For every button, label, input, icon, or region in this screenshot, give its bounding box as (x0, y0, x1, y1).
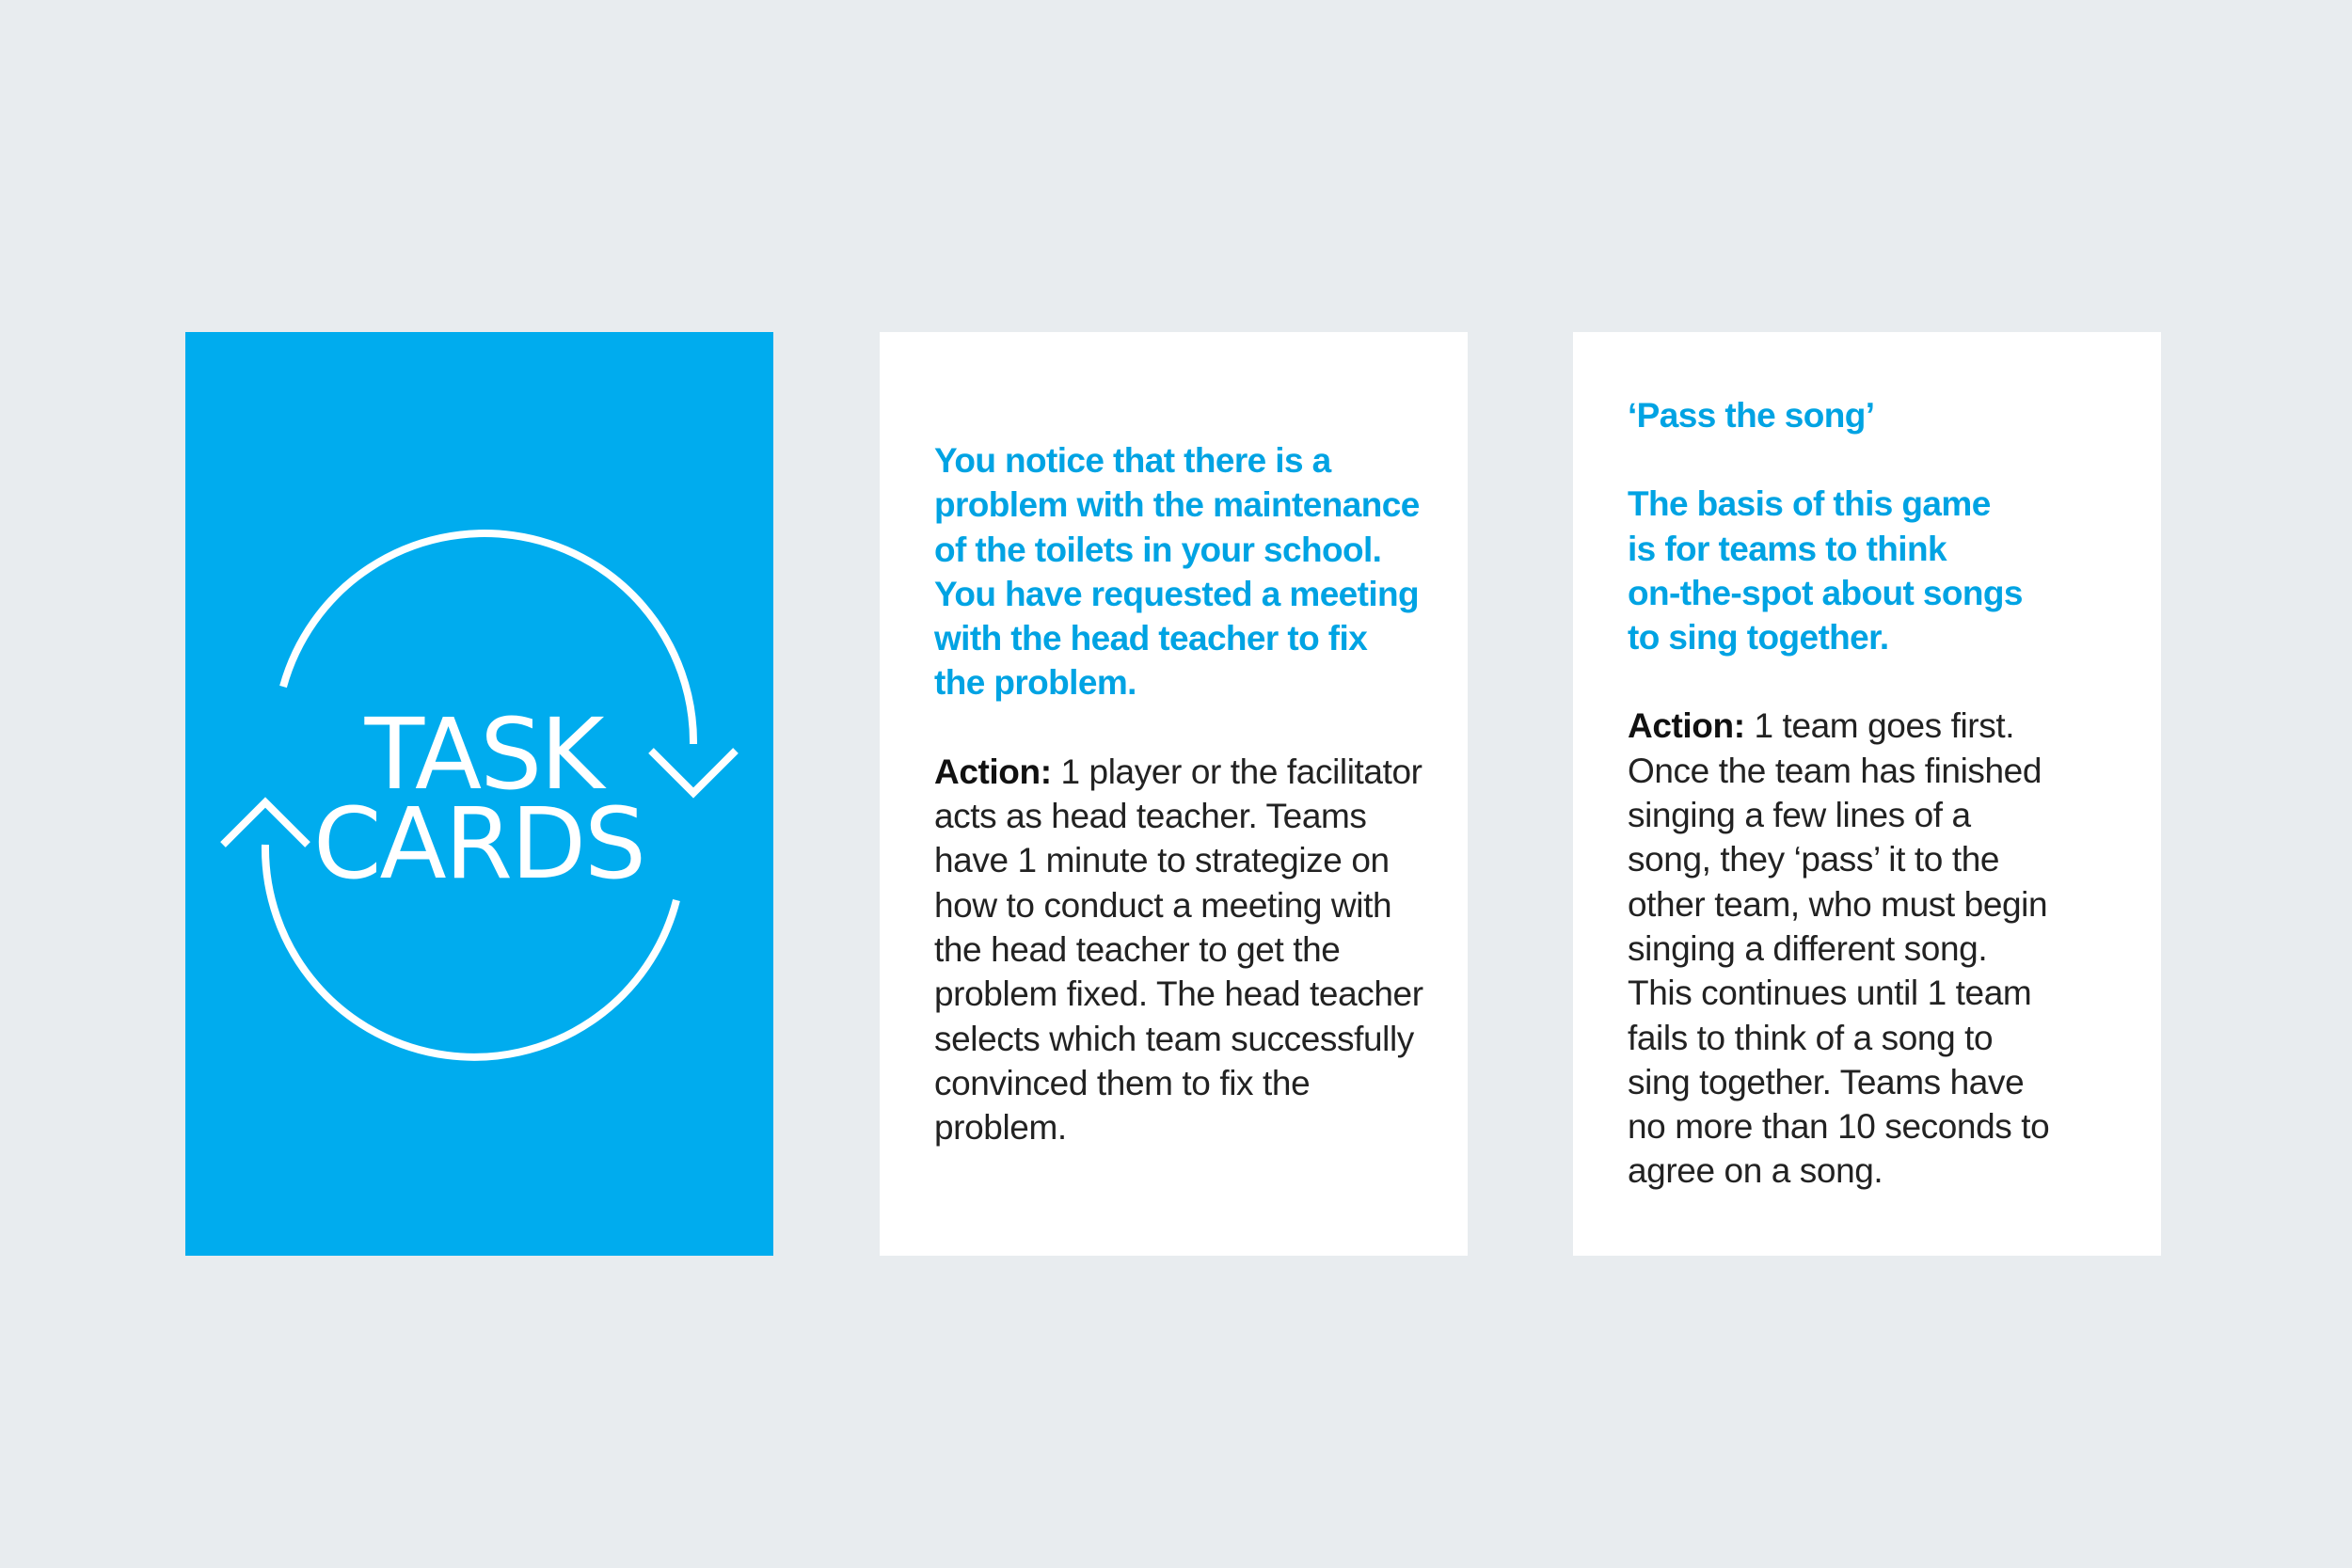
card-content (934, 438, 1421, 1149)
scenario-line: You have requested a meeting (934, 574, 1420, 613)
action-text (1628, 704, 2114, 1193)
cover-title-line2: CARDS (312, 786, 645, 901)
action-label: Action: (1628, 706, 1745, 746)
action-line: fails to think of a song to (1628, 1018, 1994, 1057)
scenario-line: to sing together. (1628, 618, 1889, 657)
action-line: Once the team has finished (1628, 751, 2042, 790)
scenario-line: on-the-spot about songs (1628, 573, 2023, 612)
action-line: acts as head teacher. Teams (934, 797, 1367, 836)
action-line: 1 player or the facilitator (1051, 752, 1422, 791)
action-line: This continues until 1 team (1628, 974, 2032, 1013)
scenario-line: with the head teacher to fix (934, 619, 1368, 658)
action-line: problem fixed. The head teacher (934, 974, 1423, 1014)
task-cards-cover-card (185, 332, 773, 1256)
scenario-line: You notice that there is a (934, 441, 1331, 480)
action-line: selects which team successfully (934, 1019, 1414, 1058)
circular-arrows-icon (185, 332, 773, 1256)
action-line: other team, who must begin (1628, 884, 2048, 924)
action-line: no more than 10 seconds to (1628, 1107, 2050, 1147)
scenario-line: of the toilets in your school. (934, 530, 1382, 569)
scenario-line: The basis of this game (1628, 484, 1991, 524)
arrow-head-down (651, 751, 736, 793)
action-line: convinced them to fix the (934, 1063, 1311, 1102)
action-line: song, they ‘pass’ it to the (1628, 840, 2000, 879)
scenario-text (1628, 482, 2114, 659)
card-title: ‘Pass the song’ (1628, 396, 1875, 435)
arrow-head-up (223, 802, 308, 845)
action-line: sing together. Teams have (1628, 1062, 2025, 1101)
action-label: Action: (934, 752, 1052, 791)
scenario-line: is for teams to think (1628, 529, 1947, 568)
action-line: the head teacher to get the (934, 929, 1341, 969)
cover-title-line1: TASK (364, 697, 603, 812)
task-card-pass-the-song (1573, 332, 2161, 1256)
action-line: singing a different song. (1628, 928, 1988, 968)
action-line: have 1 minute to strategize on (934, 841, 1390, 880)
card-content (1628, 393, 2114, 1194)
task-card-meeting (880, 332, 1468, 1256)
scenario-text (934, 438, 1421, 705)
action-line: singing a few lines of a (1628, 796, 1971, 835)
scenario-line: the problem. (934, 663, 1136, 703)
action-line: problem. (934, 1108, 1067, 1148)
action-line: agree on a song. (1628, 1151, 1883, 1191)
action-line: how to conduct a meeting with (934, 885, 1392, 925)
action-text (934, 750, 1421, 1150)
scenario-line: problem with the maintenance (934, 485, 1420, 525)
action-line: 1 team goes first. (1744, 706, 2015, 746)
